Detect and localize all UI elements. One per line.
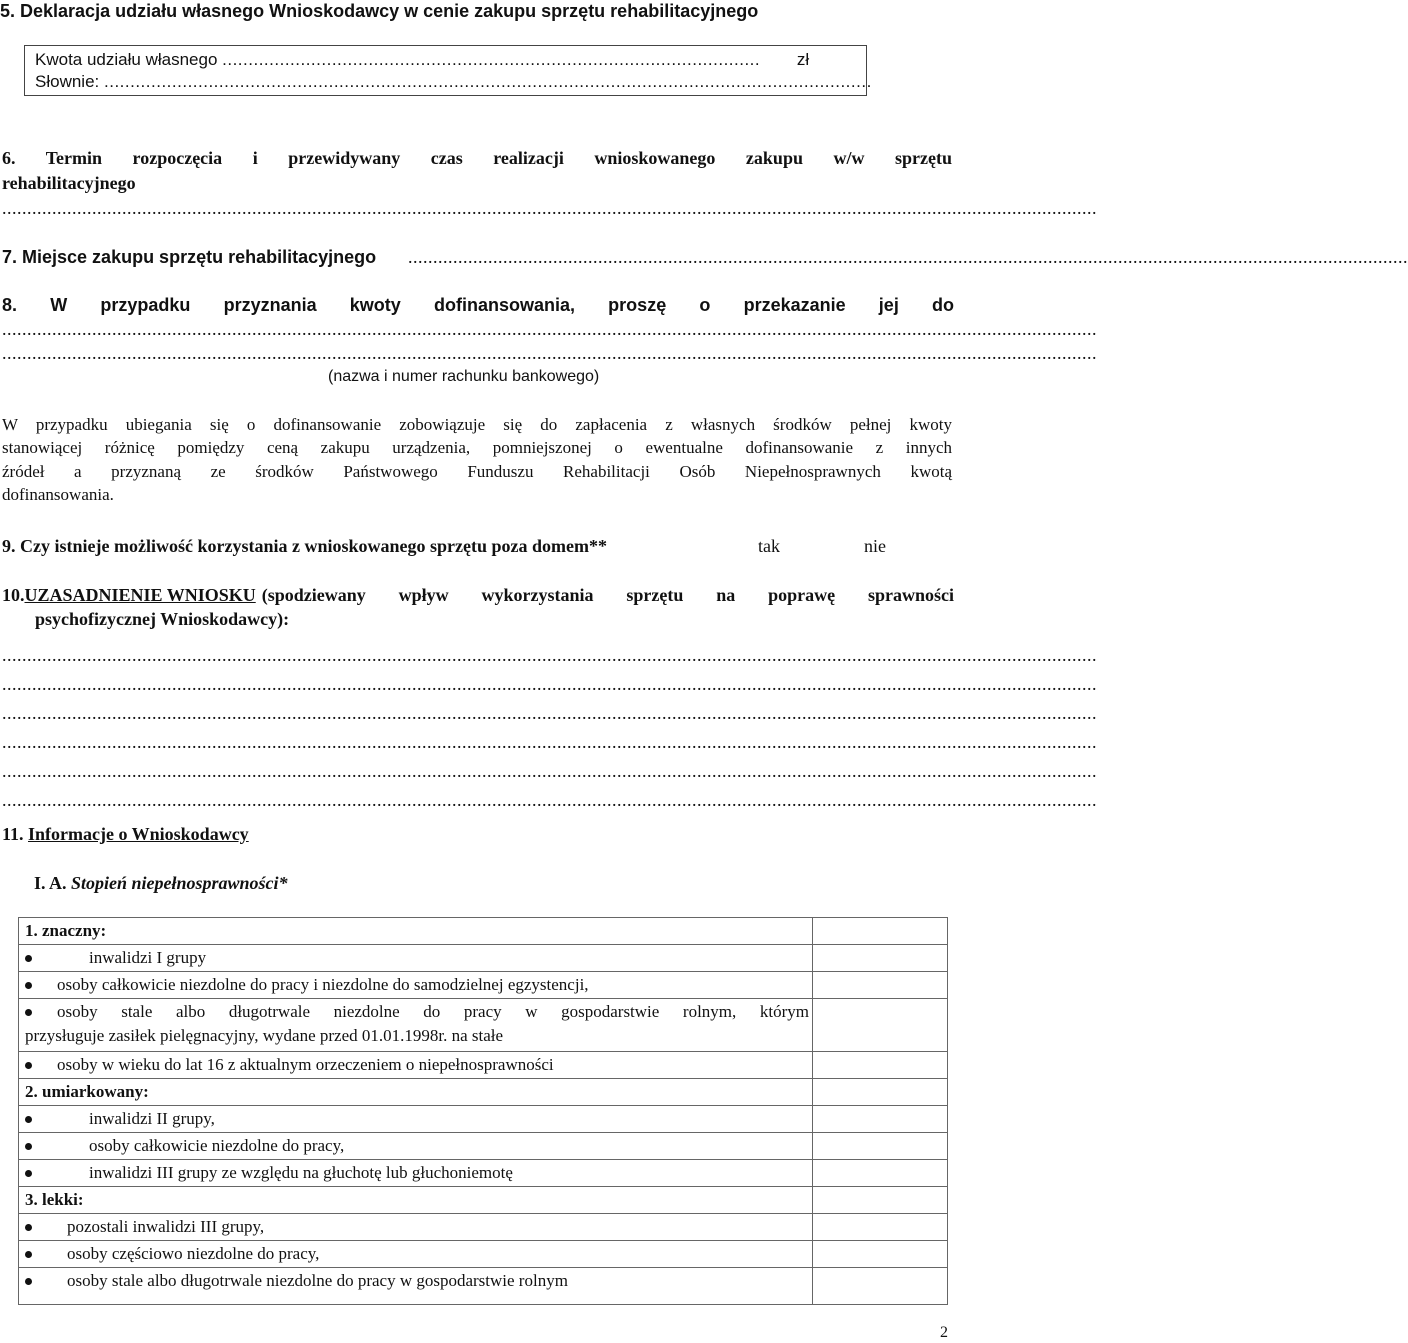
znaczny-item: osoby całkowicie niezdolne do pracy i niezdolne do samodzielnej egzystencji, bbox=[57, 975, 589, 994]
disability-degree-table bbox=[18, 917, 948, 1305]
option-cell[interactable] bbox=[813, 945, 948, 972]
own-contribution-words-row bbox=[35, 72, 872, 92]
option-cell[interactable] bbox=[813, 1106, 948, 1133]
section-10-description-text: (spodziewany wpływ wykorzystania sprzętu na poprawę sprawności bbox=[261, 585, 954, 605]
lekki-item: osoby częściowo niezdolne do pracy, bbox=[67, 1244, 320, 1263]
justification-line-1[interactable]: ........................................................................................................................................................................................................................... bbox=[2, 645, 1097, 665]
umiarkowany-label: 2. umiarkowany: bbox=[25, 1082, 149, 1101]
bullet-icon bbox=[25, 1170, 32, 1177]
section-10-description bbox=[262, 584, 954, 606]
section-10-number: 10. bbox=[2, 585, 25, 605]
disability-degree-number: I. A. bbox=[34, 873, 67, 893]
section-10-heading bbox=[2, 584, 954, 606]
option-cell[interactable] bbox=[813, 999, 948, 1052]
option-cell[interactable] bbox=[813, 1133, 948, 1160]
option-cell[interactable] bbox=[813, 1214, 948, 1241]
bank-account-caption: (nazwa i numer rachunku bankowego) bbox=[328, 368, 600, 385]
own-contribution-amount-row bbox=[35, 50, 809, 70]
justification-line-6[interactable]: ........................................................................................................................................................................................................................... bbox=[2, 790, 1097, 810]
section-5-heading: 5. Deklaracja udziału własnego Wnioskodawcy w cenie zakupu sprzętu rehabilitacyjnego bbox=[0, 1, 759, 21]
page-number: 2 bbox=[940, 1324, 948, 1341]
commitment-line-2: stanowiącej różnicę pomiędzy ceną zakupu urządzenia, pomniejszonej o ewentualne dofinansowanie z innych bbox=[2, 438, 952, 457]
justification-line-2[interactable]: ........................................................................................................................................................................................................................... bbox=[2, 674, 1097, 694]
section-6-dots[interactable]: ........................................................................................................................................................................................................................... bbox=[2, 198, 1097, 218]
justification-line-5[interactable]: ........................................................................................................................................................................................................................... bbox=[2, 761, 1097, 781]
option-yes[interactable]: tak bbox=[758, 536, 780, 556]
lekki-checkbox-cell[interactable] bbox=[813, 1187, 948, 1214]
znaczny-item-cont: przysługuje zasiłek pielęgnacyjny, wydane przed 01.01.1998r. na stałe bbox=[25, 1026, 504, 1045]
bullet-icon bbox=[25, 982, 32, 989]
znaczny-item: inwalidzi I grupy bbox=[89, 948, 207, 967]
lekki-item: osoby stale albo długotrwale niezdolne do pracy w gospodarstwie rolnym bbox=[67, 1271, 568, 1290]
section-11-title: Informacje o Wnioskodawcy bbox=[28, 824, 249, 844]
currency-label: zł bbox=[796, 50, 810, 69]
bullet-icon bbox=[25, 955, 32, 962]
bullet-icon bbox=[25, 1251, 32, 1258]
bullet-icon bbox=[25, 1062, 32, 1069]
section-10-title: UZASADNIENIE WNIOSKU bbox=[24, 585, 256, 605]
commitment-line-4: dofinansowania. bbox=[2, 485, 114, 504]
znaczny-checkbox-cell[interactable] bbox=[813, 918, 948, 945]
justification-line-3[interactable]: ........................................................................................................................................................................................................................... bbox=[2, 703, 1097, 723]
amount-dots[interactable]: ....................................................................................................... bbox=[222, 50, 761, 69]
option-no[interactable]: nie bbox=[864, 536, 886, 556]
umiarkowany-item: inwalidzi III grupy ze względu na głuchotę lub głuchoniemotę bbox=[89, 1163, 513, 1182]
bullet-icon bbox=[25, 1116, 32, 1123]
disability-degree-heading bbox=[34, 872, 288, 894]
section-11-number: 11. bbox=[2, 824, 24, 844]
section-7-heading: 7. Miejsce zakupu sprzętu rehabilitacyjnego bbox=[2, 247, 377, 267]
justification-line-4[interactable]: ........................................................................................................................................................................................................................... bbox=[2, 732, 1097, 752]
znaczny-item: osoby stale albo długotrwale niezdolne do pracy w gospodarstwie rolnym, którym bbox=[57, 1002, 809, 1021]
znaczny-label: 1. znaczny: bbox=[25, 921, 107, 940]
bullet-icon bbox=[25, 1143, 32, 1150]
section-8-heading: 8. W przypadku przyznania kwoty dofinansowania, proszę o przekazanie jej do bbox=[2, 295, 954, 315]
option-cell[interactable] bbox=[813, 1268, 948, 1305]
bank-account-dots-1[interactable]: ........................................................................................................................................................................................................................... bbox=[2, 319, 1097, 339]
words-dots[interactable]: ................................................................................................................................................... bbox=[104, 72, 872, 91]
bullet-icon bbox=[25, 1278, 32, 1285]
option-cell[interactable] bbox=[813, 1052, 948, 1079]
umiarkowany-item: inwalidzi II grupy, bbox=[89, 1109, 215, 1128]
bullet-icon bbox=[25, 1009, 32, 1016]
section-6-heading-cont: rehabilitacyjnego bbox=[2, 173, 136, 193]
option-cell[interactable] bbox=[813, 1241, 948, 1268]
option-cell[interactable] bbox=[813, 1160, 948, 1187]
lekki-label: 3. lekki: bbox=[25, 1190, 84, 1209]
section-7-dots[interactable]: ........................................................................................................................................................................................................ bbox=[408, 247, 1408, 267]
section-6-heading: 6. Termin rozpoczęcia i przewidywany czas realizacji wnioskowanego zakupu w/w sprzętu bbox=[2, 148, 952, 168]
own-contribution-box bbox=[24, 45, 872, 96]
section-10-description-cont: psychofizycznej Wnioskodawcy): bbox=[35, 609, 290, 629]
commitment-line-1: W przypadku ubiegania się o dofinansowanie zobowiązuje się do zapłacenia z własnych środków pełnej kwoty bbox=[2, 415, 952, 434]
words-label: Słownie: bbox=[35, 72, 100, 91]
section-11-heading bbox=[2, 823, 249, 845]
commitment-line-3: źródeł a przyznaną ze środków Państwowego Funduszu Rehabilitacji Osób Niepełnosprawnych kwotą bbox=[2, 462, 952, 481]
znaczny-item: osoby w wieku do lat 16 z aktualnym orzeczeniem o niepełnosprawności bbox=[57, 1055, 554, 1074]
disability-degree-title: Stopień niepełnosprawności* bbox=[71, 873, 288, 893]
amount-label: Kwota udziału własnego bbox=[35, 50, 218, 69]
umiarkowany-checkbox-cell[interactable] bbox=[813, 1079, 948, 1106]
lekki-item: pozostali inwalidzi III grupy, bbox=[67, 1217, 265, 1236]
section-9-heading: 9. Czy istnieje możliwość korzystania z wnioskowanego sprzętu poza domem** bbox=[2, 536, 607, 556]
bank-account-dots-2[interactable]: ........................................................................................................................................................................................................................... bbox=[2, 343, 1097, 363]
option-cell[interactable] bbox=[813, 972, 948, 999]
bullet-icon bbox=[25, 1224, 32, 1231]
umiarkowany-item: osoby całkowicie niezdolne do pracy, bbox=[89, 1136, 345, 1155]
